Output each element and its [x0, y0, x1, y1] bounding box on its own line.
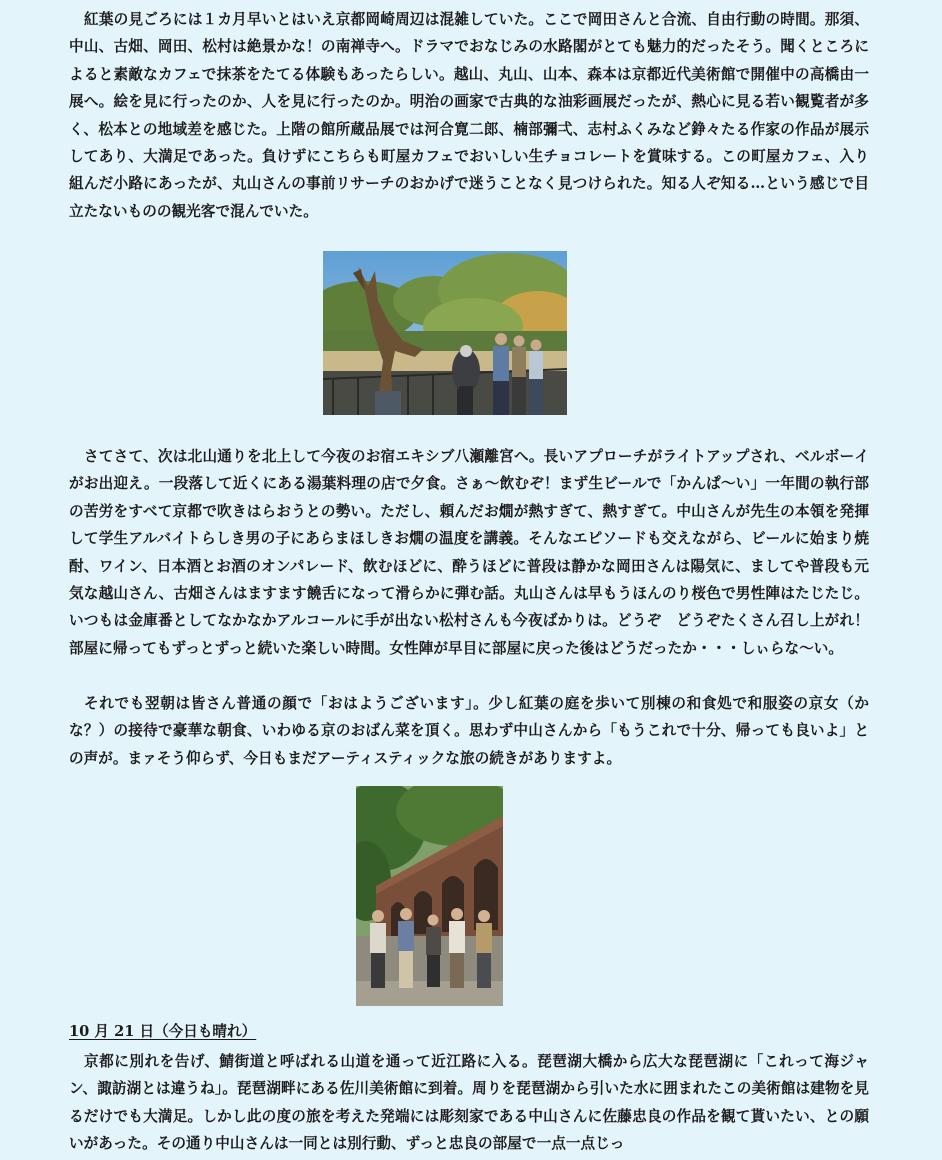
aqueduct-group-photo — [356, 786, 503, 1006]
paragraph-yase-rikyu: さてさて、次は北山通りを北上して今夜のお宿エキシブ八瀬離宮へ。長いアプローチがライトアップされ、ベルボーイがお出迎え。一段落して近くにある湯葉料理の店で夕食。さぁ～飲むぞ！まず生ビールで「かんぱ～い」一年間の執行部の苦労をすべて京都で吹きはらおうとの勢い。ただし、頼んだお燗が熱すぎて、熱すぎて。中山さんが先生の本領を発揮して学生アルバイトらしき男の子にあらまほしきお燗の温度を講義。そんなエピソードも交えながら、ビールに始まり焼酎、ワイン、日本酒とお酒のオンパレード、飲むほどに、酔うほどに普段は静かな岡田さんは陽気に、ましてや普段も元気な越山さん、古畑さんはますます饒舌になって滑らかに弾む話。丸山さんは早もうほんのり桜色で男性陣はたじたじ。いつもは金庫番としてなかなかアルコールに手が出ない松村さんも今夜ばかりは。どうぞ どうぞたくさん召し上がれ！部屋に帰ってもずっとずっと続いた楽しい時間。女性陣が早目に部屋に戻った後はどうだったか・・・しぃらな～い。 — [69, 448, 869, 657]
date-heading: 10 月 21 日（今日も晴れ） — [69, 1023, 257, 1040]
sculpture-overlook-photo — [323, 251, 567, 415]
paragraph-next-morning: それでも翌朝は皆さん普通の顔で「おはようございます」。少し紅葉の庭を歩いて別棟の和食処で和服姿の京女（かな？）の接待で豪華な朝食、いわゆる京のおばん菜を頂く。思わず中山さんから「もうこれで十分、帰っても良いよ」との声が。まァそう仰らず、今日もまだアーティスティックな旅の続きがありますよ。 — [69, 695, 869, 767]
paragraph-lake-biwa: 京都に別れを告げ、鯖街道と呼ばれる山道を通って近江路に入る。琵琶湖大橋から広大な琵琶湖に「これって海ジャン、諏訪湖とは違うね」。琵琶湖畔にある佐川美術館に到着。周りを琵琶湖から引いた水に囲まれたこの美術館は建物を見るだけでも大満足。しかし此の度の旅を考えた発端には彫刻家である中山さんに佐藤忠良の作品を観て貰いたい、との願いがあった。その通り中山さんは一同とは別行動、ずっと忠良の部屋で一点一点じっ — [69, 1053, 869, 1153]
paragraph-okazaki: 紅葉の見ごろには１カ月早いとはいえ京都岡崎周辺は混雑していた。ここで岡田さんと合流、自由行動の時間。那須、中山、古畑、岡田、松村は絶景かな！の南禅寺へ。ドラマでおなじみの水路閣がとても魅力的だったそう。聞くところによると素敵なカフェで抹茶をたてる体験もあったらしい。越山、丸山、山本、森本は京都近代美術館で開催中の高橋由一展へ。絵を見に行ったのか、人を見に行ったのか。明治の画家で古典的な油彩画展だったが、熱心に見る若い観覧者が多く、松本との地域差を感じた。上階の館所蔵品展では河合寛二郎、楠部彌弌、志村ふくみなど錚々たる作家の作品が展示してあり、大満足であった。負けずにこちらも町屋カフェでおいしい生チョコレートを賞味する。この町屋カフェ、入り組んだ小路にあったが、丸山さんの事前リサーチのおかげで迷うことなく見つけられた。知る人ぞ知る…という感じで目立たないものの観光客で混んでいた。 — [69, 11, 869, 220]
